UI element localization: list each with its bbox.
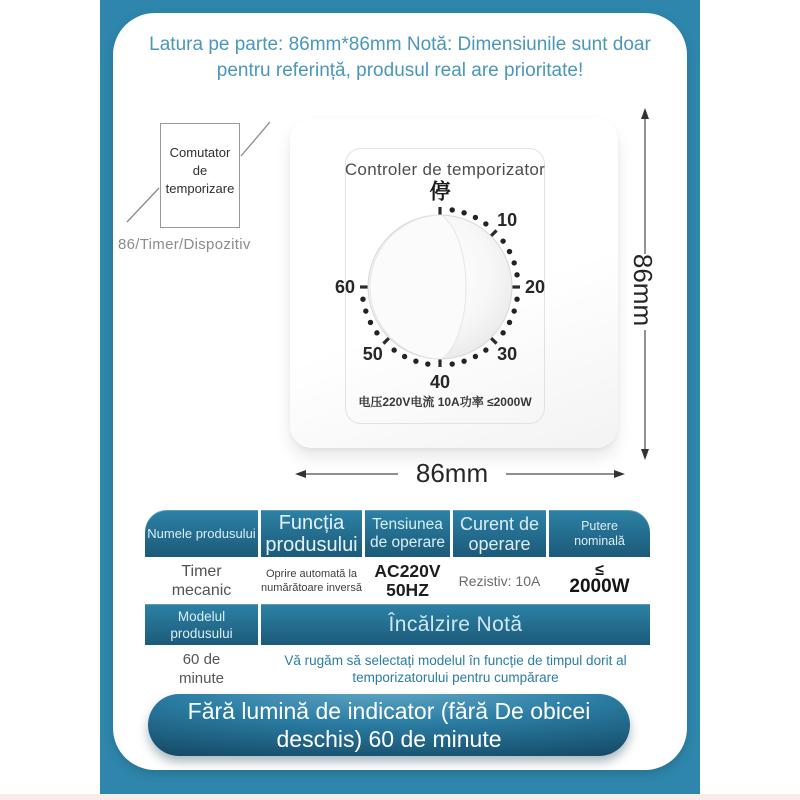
header-cell-model: Modelul produsului — [145, 604, 258, 645]
dial-stop-label — [430, 180, 452, 204]
cell-product-name: Timer mecanic — [171, 562, 232, 599]
electrical-spec-line: 电压220V电流 10A功率 ≤2000W — [358, 395, 532, 409]
power-value: 2000W — [569, 576, 630, 597]
top-note-banner: Latura pe parte: 86mm*86mm Notă: Dimensiunile sunt doar pentru referință, produsul real are prioritate! — [149, 34, 651, 81]
spec-table — [145, 510, 650, 691]
header-cell-product-name: Numele produsului — [145, 510, 258, 557]
cell-model-value: 60 de minute — [178, 651, 225, 687]
callout-label-line2: de — [192, 163, 208, 178]
footer-text: Fără lumină de indicator (fără De obicei deschis) 60 de minute — [187, 698, 591, 752]
footer-pill — [148, 694, 630, 756]
width-dimension-label: 86mm — [415, 458, 489, 488]
svg-text:20: 20 — [524, 277, 546, 297]
callout-label-line1: Comutator — [169, 145, 231, 160]
bottom-edge-strip — [0, 794, 800, 800]
cell-product-function: Oprire automată la numărătoare inversă — [261, 567, 362, 594]
cell-note-text: Vă rugăm să selectați modelul în funcție de timpul dorit al temporizatorului pentru cumpărare — [284, 653, 627, 685]
svg-text:停: 停 — [429, 180, 451, 204]
less-equal-symbol: ≤ — [595, 562, 604, 579]
svg-text:30: 30 — [497, 344, 518, 365]
callout-label-line3: temporizare — [165, 181, 235, 196]
svg-text:60: 60 — [334, 277, 356, 297]
svg-text:40: 40 — [429, 372, 451, 392]
header-cell-operating-voltage: Tensiunea de operare — [365, 510, 450, 557]
svg-text:10: 10 — [497, 209, 518, 230]
device-title: Controler de temporizator — [344, 160, 546, 179]
header-cell-rated-power: Putere nominală — [549, 510, 650, 557]
svg-text:50: 50 — [362, 344, 383, 365]
height-dimension-label: 86mm — [628, 253, 658, 327]
callout-box — [160, 123, 240, 228]
timer-dial[interactable] — [290, 137, 590, 437]
device-caption: 86/Timer/Dispozitiv — [118, 236, 251, 253]
header-cell-note: Încălzire Notă — [261, 604, 650, 645]
cell-operating-voltage: AC220V 50HZ — [374, 560, 441, 600]
cell-operating-current: Rezistiv: 10A — [458, 572, 541, 589]
header-cell-operating-current: Curent de operare — [453, 510, 546, 557]
cell-rated-power — [549, 559, 650, 602]
knob-grip[interactable] — [370, 215, 466, 359]
header-cell-product-function: Funcția produsului — [261, 510, 362, 557]
